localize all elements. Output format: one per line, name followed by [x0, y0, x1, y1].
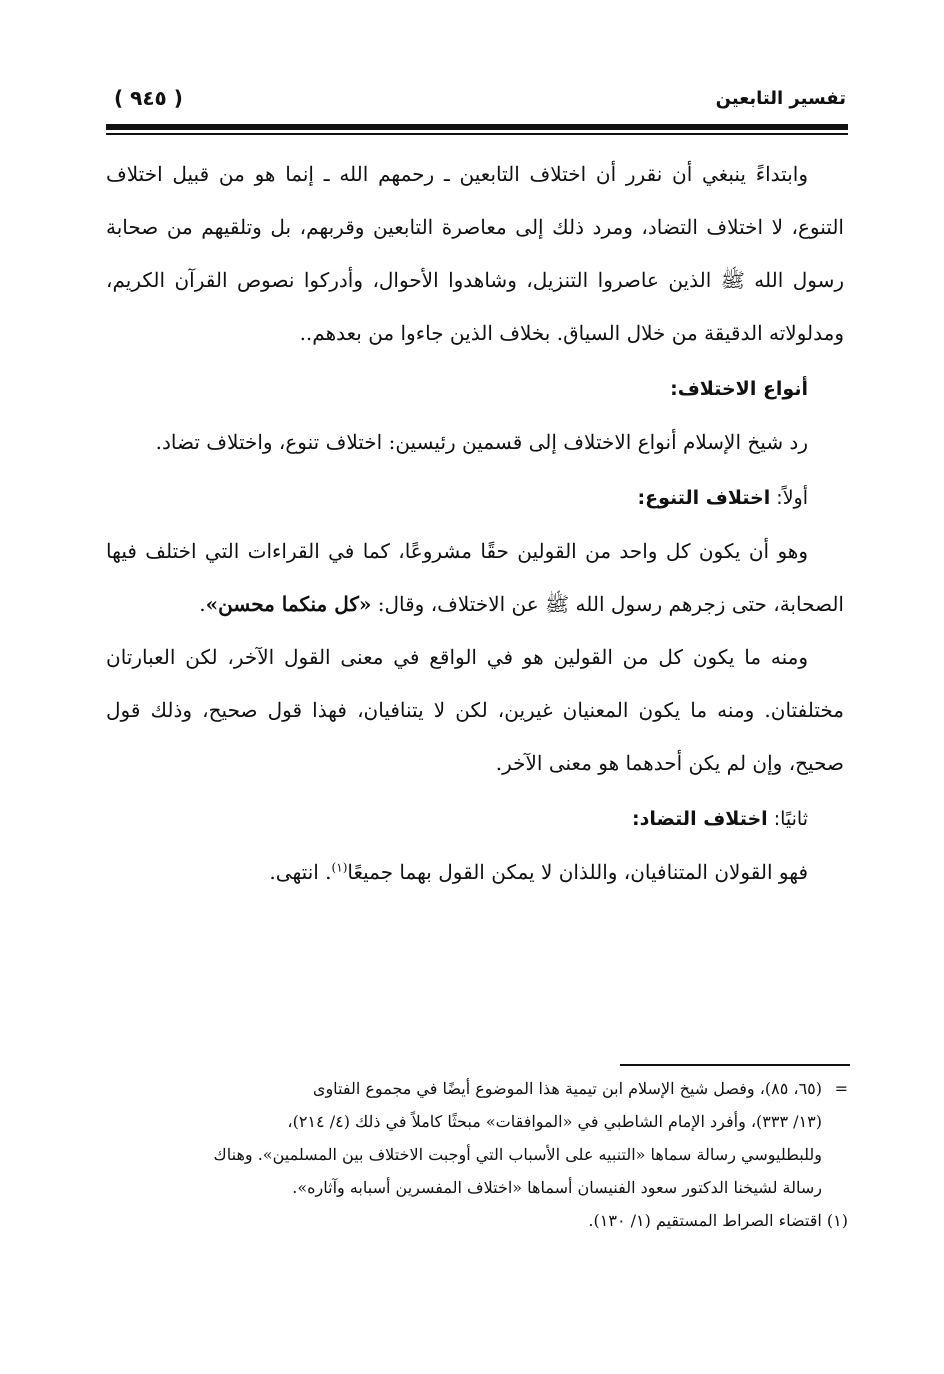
hadith-quote: «كل منكما محسن»	[205, 592, 372, 616]
footnote-text: اقتضاء الصراط المستقيم (١/ ١٣٠).	[588, 1211, 822, 1230]
header-rule-thick	[106, 124, 848, 130]
paragraph-text: فهو القولان المتنافيان، واللذان لا يمكن القول بهما جميعًا	[347, 860, 808, 884]
running-title: تفسير التابعين	[715, 88, 846, 109]
subheading-title: اختلاف التضاد:	[631, 808, 768, 830]
header-rule-thin	[106, 133, 848, 135]
paragraph-contradiction-definition	[106, 846, 844, 899]
continuation-mark: =	[834, 1079, 848, 1098]
footnote-separator	[620, 1064, 850, 1066]
paragraph-text: وهو أن يكون كل واحد من القولين حقًا مشروعًا، كما في القراءات التي اختلف فيها الصحابة، حتى زجرهم رسول الله ﷺ عن الاختلاف، وقال:	[106, 539, 844, 616]
paragraph-two-types: رد شيخ الإسلام أنواع الاختلاف إلى قسمين رئيسين: اختلاف تنوع، واختلاف تضاد.	[155, 430, 808, 454]
footnote-continued-line	[106, 1072, 848, 1105]
page-header	[108, 86, 846, 120]
paragraph-diversity-kinds: ومنه ما يكون كل من القولين هو في الواقع في معنى القول الآخر، لكن العبارتان مختلفتان. ومنه ما يكون المعنيان غيرين، لكن لا يتنافيان، فهذا قول صحيح، وذلك قول صحيح، وإن لم يكن أحدهما هو معنى الآخر.	[106, 645, 844, 775]
main-text	[106, 148, 844, 899]
footnote-reference[interactable]: (١)	[331, 860, 348, 875]
footnote-continued-line: رسالة لشيخنا الدكتور سعود الفنيسان أسماها «اختلاف المفسرين أسبابه وآثاره».	[292, 1178, 822, 1197]
subheading-ordinal: ثانيًا:	[767, 808, 808, 830]
footnote-continued-line: (١٣/ ٣٣٣)، وأفرد الإمام الشاطبي في «الموافقات» مبحثًا كاملاً في ذلك (٤/ ٢١٤)،	[287, 1112, 822, 1131]
footnote-text: (٦٥، ٨٥)، وفصل شيخ الإسلام ابن تيمية هذا الموضوع أيضًا في مجموع الفتاوى	[312, 1079, 822, 1098]
subheading-contradiction	[106, 794, 844, 844]
footnote-number: (١)	[826, 1211, 848, 1230]
footnote-1	[106, 1204, 848, 1237]
paragraph-end: .	[199, 592, 206, 616]
footnote-continued-line: وللبطليوسي رسالة سماها «التنبيه على الأسباب التي أوجبت الاختلاف بين المسلمين». وهناك	[213, 1145, 822, 1164]
subheading-ordinal: أولاً:	[770, 487, 808, 509]
subheading-diversity	[106, 473, 844, 523]
footnotes	[106, 1072, 848, 1237]
paragraph-diversity-definition	[106, 525, 844, 631]
paragraph-end: . انتهى.	[269, 860, 332, 884]
page-number: ( ٩٤٥ )	[114, 86, 183, 110]
subheading-title: اختلاف التنوع:	[637, 487, 771, 509]
section-heading-types: أنواع الاختلاف:	[670, 378, 808, 400]
paragraph-intro: وابتداءً ينبغي أن نقرر أن اختلاف التابعين ـ رحمهم الله ـ إنما هو من قبيل اختلاف التنوع، لا اختلاف التضاد، ومرد ذلك إلى معاصرة التابعين وقربهم، بل وتلقيهم من صحابة رسول الله ﷺ الذين عاصروا التنزيل، وشاهدوا الأحوال، وأدركوا نصوص القرآن الكريم، ومدلولاته الدقيقة من خلال السياق. بخلاف الذين جاءوا من بعدهم..	[106, 162, 844, 345]
